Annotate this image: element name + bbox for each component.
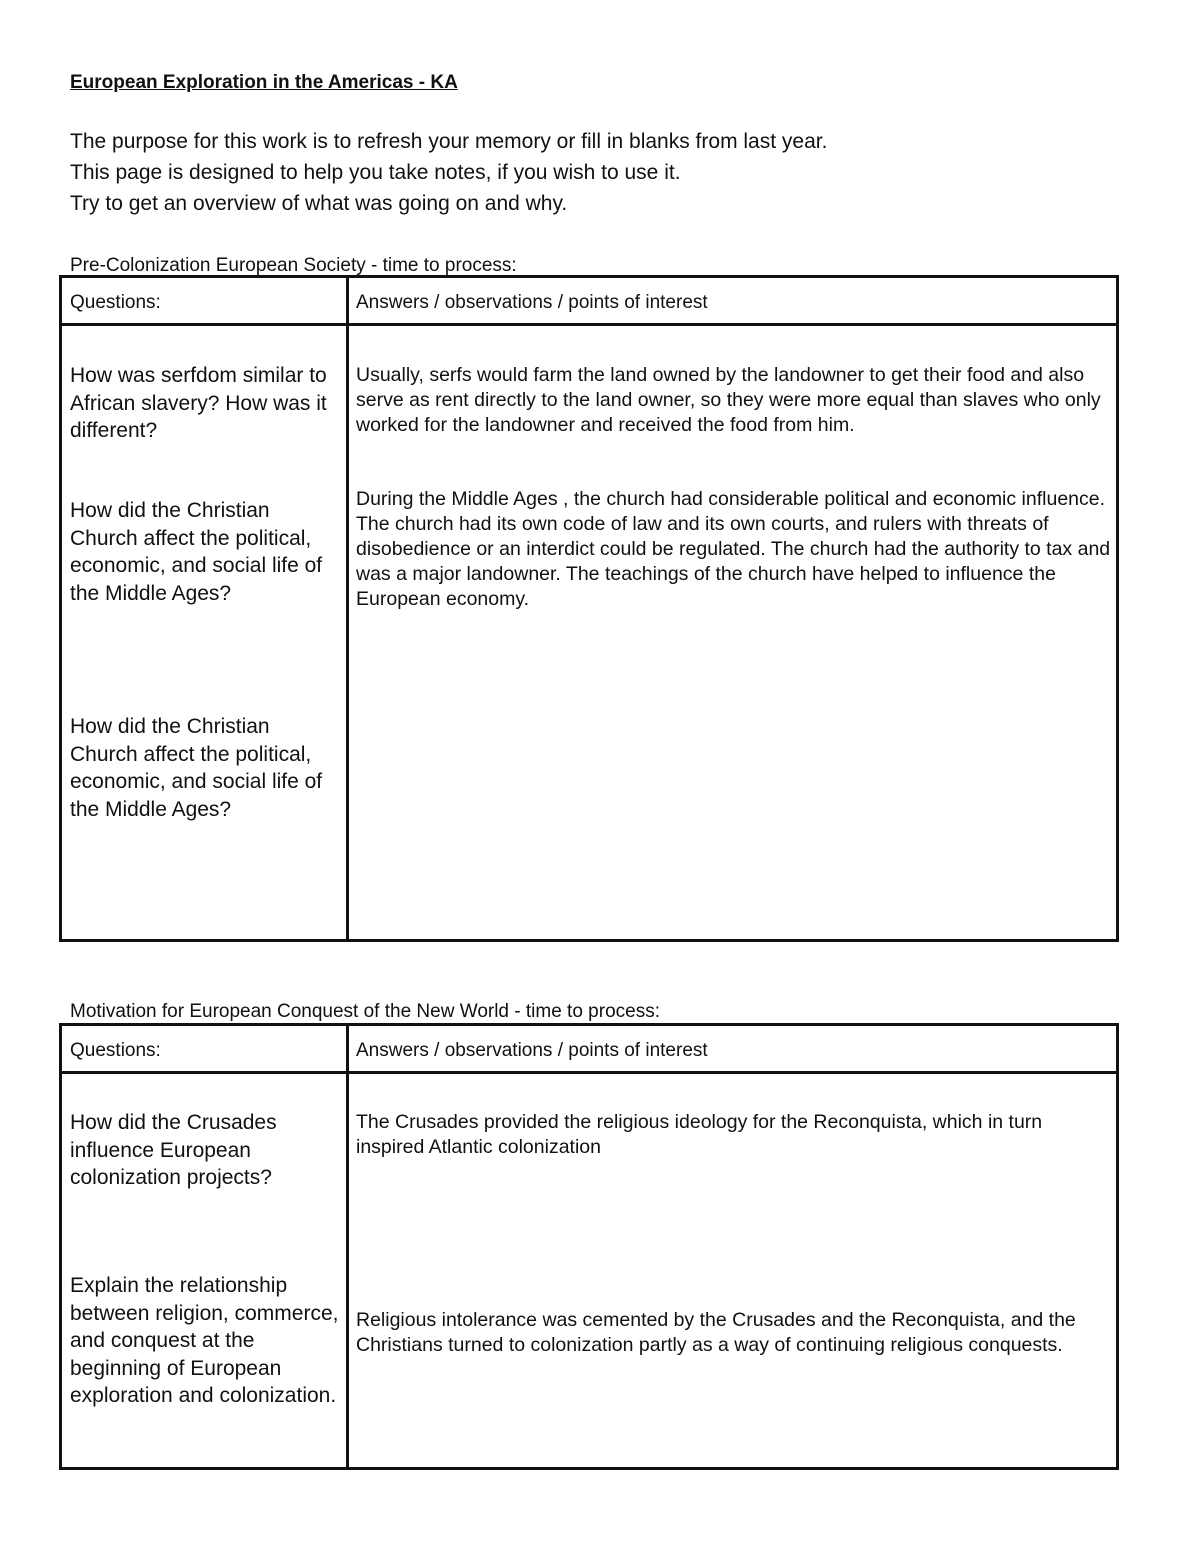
answer-religion-commerce-conquest[interactable]: Religious intolerance was cemented by the Crusades and the Reconquista, and the Christians turned to colonization partly as a way of continuing religious conquests. xyxy=(356,1309,1076,1356)
table-header-row xyxy=(62,278,1116,326)
question-serfdom: How was serfdom similar to African slavery? How was it different? xyxy=(70,364,327,442)
section-heading-motivation: Motivation for European Conquest of the New World - time to process: xyxy=(70,1001,660,1022)
column-header-questions: Questions: xyxy=(70,1040,161,1061)
question-religion-commerce-conquest: Explain the relationship between religion, commerce, and conquest at the beginning of European exploration and colonization. xyxy=(70,1274,339,1407)
column-divider xyxy=(346,278,349,939)
question-christian-church: How did the Christian Church affect the political, economic, and social life of the Middle Ages? xyxy=(70,499,323,605)
answer-serfdom[interactable]: Usually, serfs would farm the land owned by the landowner to get their food and also serve as rent directly to the land owner, so they were more equal than slaves who only worked for the landowner and received the food from him. xyxy=(356,364,1101,436)
intro-line-notes: This page is designed to help you take notes, if you wish to use it. xyxy=(70,161,681,184)
column-header-answers: Answers / observations / points of interest xyxy=(356,292,708,313)
intro-line-overview: Try to get an overview of what was going on and why. xyxy=(70,192,568,215)
notes-table-motivation xyxy=(59,1023,1119,1470)
intro-line-purpose: The purpose for this work is to refresh your memory or fill in blanks from last year. xyxy=(70,130,828,153)
section-heading-pre-colonization: Pre-Colonization European Society - time to process: xyxy=(70,255,517,276)
document-title: European Exploration in the Americas - KA xyxy=(70,72,458,93)
column-header-questions: Questions: xyxy=(70,292,161,313)
column-divider xyxy=(346,1026,349,1467)
notes-table-pre-colonization xyxy=(59,275,1119,942)
table-header-row xyxy=(62,1026,1116,1074)
answer-christian-church[interactable]: During the Middle Ages , the church had considerable political and economic influence. The church had its own code of law and its own courts, and rulers with threats of disobedience or an interdict could be regulated. The church had the authority to tax and was a major landowner. The teachings of the church have helped to influence the European economy. xyxy=(356,488,1111,610)
question-christian-church-repeat: How did the Christian Church affect the political, economic, and social life of the Middle Ages? xyxy=(70,715,323,821)
question-crusades: How did the Crusades influence European colonization projects? xyxy=(70,1111,277,1189)
column-header-answers: Answers / observations / points of interest xyxy=(356,1040,708,1061)
answer-crusades[interactable]: The Crusades provided the religious ideology for the Reconquista, which in turn inspired Atlantic colonization xyxy=(356,1111,1043,1158)
